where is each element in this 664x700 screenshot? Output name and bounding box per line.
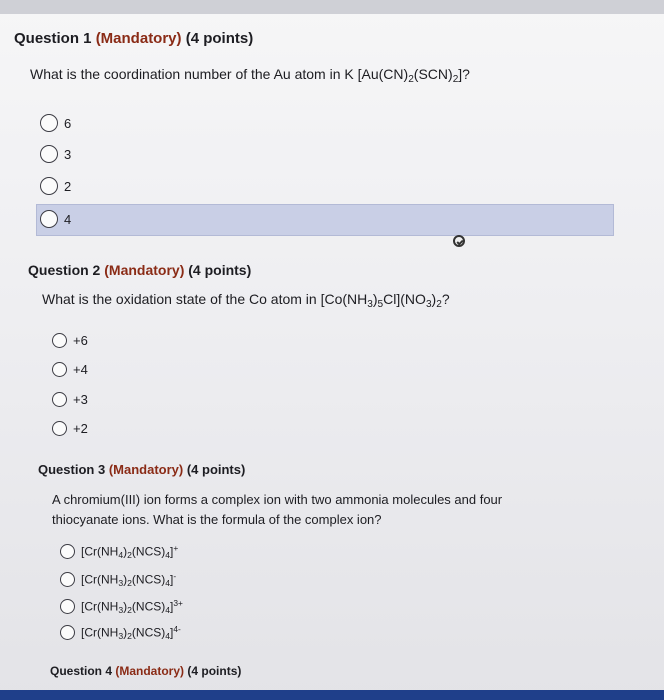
q2-option-4[interactable] (52, 421, 88, 436)
option-label: +3 (73, 392, 88, 407)
q3-option-2[interactable] (60, 571, 176, 588)
question-4-title (50, 664, 241, 678)
points-label: (4 points) (186, 462, 246, 477)
option-label: 4 (64, 211, 72, 227)
radio-button[interactable] (60, 599, 75, 614)
q3-option-3[interactable] (60, 598, 183, 615)
text-part: ) (431, 291, 437, 307)
points-label: (4 points) (187, 664, 242, 678)
q1-option-1[interactable] (40, 114, 71, 132)
q1-option-3[interactable] (40, 177, 71, 195)
text-part: Cl](NO (383, 291, 426, 307)
option-label: 6 (64, 115, 72, 131)
subscript: 2 (452, 74, 459, 86)
option-label: +4 (73, 362, 88, 377)
text-part: ]? (458, 66, 470, 82)
radio-button[interactable] (52, 362, 67, 377)
question-number: Question 2 (28, 262, 101, 278)
mandatory-label: (Mandatory) (104, 262, 185, 278)
option-label: $[Cr(NH_4)_2(NCS)_4]^+$ (81, 543, 179, 561)
option-label: +2 (73, 421, 88, 436)
option-label: $[Cr(NH_3)_2(NCS)_4]^{4-}$ (81, 624, 181, 642)
mandatory-label: (Mandatory) (95, 30, 182, 47)
q1-option-2[interactable] (40, 145, 71, 163)
q1-option-4[interactable] (40, 210, 71, 228)
q2-option-2[interactable] (52, 362, 88, 377)
radio-button[interactable] (52, 392, 67, 407)
radio-button[interactable] (52, 333, 67, 348)
radio-button[interactable] (60, 625, 75, 640)
top-edge (0, 0, 664, 14)
radio-button[interactable] (52, 421, 67, 436)
subscript: 3 (425, 299, 432, 311)
option-label: +6 (73, 333, 88, 348)
mandatory-label: (Mandatory) (108, 462, 184, 477)
pointer-cursor-icon (453, 235, 465, 247)
question-1-text (30, 66, 470, 85)
text-part: ? (441, 291, 450, 307)
hovered-option-row[interactable] (36, 204, 614, 236)
text-part: (SCN) (413, 66, 453, 82)
subscript: 5 (377, 299, 384, 311)
mandatory-label: (Mandatory) (115, 664, 185, 678)
subscript: 3 (367, 299, 373, 311)
subscript: 2 (408, 74, 414, 86)
q3-option-1[interactable] (60, 543, 178, 560)
radio-button[interactable] (40, 145, 58, 163)
question-2-title (28, 262, 251, 278)
question-number: Question 4 (50, 664, 113, 678)
text-part: ) (372, 291, 378, 307)
option-label: $[Cr(NH_3)_2(NCS)_4]^{3+}$ (81, 598, 183, 616)
radio-button[interactable] (40, 210, 58, 228)
points-label: (4 points) (185, 30, 254, 47)
points-label: (4 points) (188, 262, 252, 278)
text-part: What is the oxidation state of the Co atom in [Co(NH (42, 291, 368, 307)
text-part: What is the coordination number of the Au atom in K [Au(CN) (30, 66, 409, 82)
option-label: 2 (64, 178, 72, 194)
option-label: $[Cr(NH_3)_2(NCS)_4]^-$ (81, 571, 177, 589)
radio-button[interactable] (60, 544, 75, 559)
question-3-title (38, 462, 245, 477)
radio-button[interactable] (40, 114, 58, 132)
radio-button[interactable] (40, 177, 58, 195)
q2-option-1[interactable] (52, 333, 88, 348)
question-number: Question 3 (38, 462, 106, 477)
bottom-edge-bar (0, 690, 664, 700)
question-2-text (42, 291, 450, 310)
radio-button[interactable] (60, 572, 75, 587)
question-3-text: A chromium(III) ion forms a complex ion with two ammonia molecules and four thiocyanate ions. What is the formula of the complex ion? (52, 492, 503, 527)
subscript: 2 (436, 299, 442, 311)
q3-option-4[interactable] (60, 624, 181, 641)
question-number: Question 1 (14, 30, 92, 47)
q2-option-3[interactable] (52, 392, 88, 407)
question-1-title (14, 30, 253, 47)
option-label: 3 (64, 146, 72, 162)
